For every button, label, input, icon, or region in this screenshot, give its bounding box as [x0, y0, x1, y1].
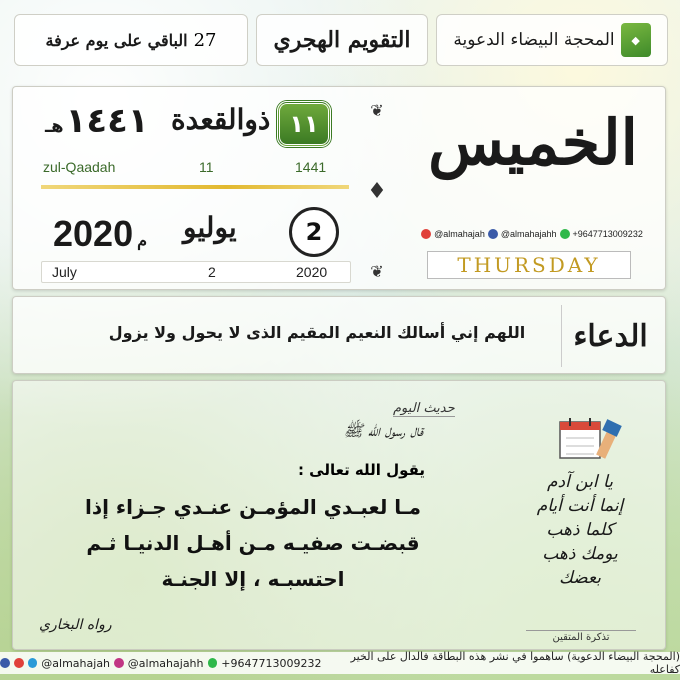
reminder-line: بعضك: [558, 568, 601, 588]
hijri-latin-day: 11: [199, 159, 214, 175]
social-whatsapp: +9647713009232: [572, 229, 643, 239]
reminder-line: إنما أنت أيام: [536, 496, 624, 516]
footer-whatsapp-icon: [208, 658, 218, 668]
reminder-line: كلما ذهب: [546, 520, 614, 540]
gregorian-day-circle: [289, 207, 339, 257]
gregorian-latin-row: [41, 261, 351, 283]
hadith-label: حديث اليوم: [393, 401, 455, 416]
footer: [0, 652, 680, 674]
remaining-count: 27: [193, 29, 217, 51]
dua-label-box: [561, 305, 659, 367]
hijri-year: ١٤٤١: [65, 101, 149, 141]
footer-instagram: @almahajahh: [127, 656, 204, 670]
social-instagram: @almahajah: [434, 229, 485, 239]
footer-whatsapp: +9647713009232: [221, 656, 322, 670]
ornament-top-icon: ❦: [370, 101, 384, 120]
gregorian-latin-month: July: [52, 264, 77, 280]
date-panel: [12, 86, 666, 290]
whatsapp-icon: [560, 229, 570, 239]
gregorian-month: يوليو: [183, 211, 237, 244]
social-facebook: @almahajahh: [500, 229, 557, 239]
remaining-days-box: [14, 14, 248, 66]
hijri-latin-row: [43, 159, 343, 179]
hijri-suffix: هـ: [45, 116, 64, 137]
calendar-icon: [540, 414, 628, 466]
footer-youtube-icon: [14, 658, 24, 668]
gregorian-latin-day: 2: [208, 264, 216, 280]
weekday-english: THURSDAY: [457, 253, 601, 277]
gold-divider: [41, 185, 349, 189]
brand-logo-icon: ◆: [621, 23, 651, 57]
hadith-quote-intro: يقول الله تعالى :: [297, 461, 425, 479]
hijri-day-badge: [277, 101, 331, 147]
dua-text: اللهم إني أسالك النعيم المقيم الذى لا يحول ولا يزول: [108, 323, 526, 342]
instagram-icon: [421, 229, 431, 239]
page-title: التقويم الهجري: [273, 27, 411, 53]
hadith-intro: قال رسول الله ﷺ: [343, 421, 423, 440]
weekday-english-box: [427, 251, 631, 279]
footer-facebook: @almahajah: [41, 656, 111, 670]
footer-facebook-icon: [0, 658, 10, 668]
hadith-narrator: رواه البخاري: [39, 617, 112, 633]
ornament-middle-icon: ♦: [367, 178, 387, 204]
gregorian-latin-year: 2020: [296, 264, 328, 280]
reminder-text: [522, 470, 638, 590]
brand-name: المحجة البيضاء الدعوية: [453, 30, 615, 50]
facebook-icon: [488, 229, 498, 239]
gregorian-suffix: م: [137, 233, 147, 250]
footer-telegram-icon: [28, 658, 38, 668]
gregorian-year-block: [53, 213, 147, 255]
reminder-line: يا ابن آدم: [547, 472, 613, 492]
calendar-illustration: [540, 414, 628, 466]
hijri-latin-year: 1441: [295, 159, 327, 175]
social-row: [401, 229, 663, 239]
hadith-line: احتسبـه ، إلا الجنـة: [161, 567, 345, 591]
reminder-line: يومك ذهب: [542, 544, 618, 564]
weekday-arabic: الخميس: [428, 106, 638, 179]
title-box: [256, 14, 428, 66]
footer-text: (المحجة البيضاء الدعوية) ساهموا في نشر هذه البطاقة فالدال على الخير كفاعله: [350, 650, 680, 676]
brand-box: [436, 14, 668, 66]
reminder-caption: تذكرة المتقين: [526, 630, 636, 643]
ornament-bottom-icon: ❦: [370, 262, 384, 281]
hijri-month: ذوالقعدة: [171, 103, 271, 136]
ornament-separator: [365, 101, 389, 281]
hijri-day: ١١: [289, 110, 319, 138]
footer-instagram-icon: [114, 658, 124, 668]
gregorian-year: 2020: [53, 213, 134, 254]
hadith-line: قبضـت صفيـه مـن أهـل الدنيـا ثـم: [86, 531, 420, 555]
reminder-sidebar: [522, 390, 662, 646]
hijri-latin-month: zul-Qaadah: [43, 159, 116, 175]
dua-panel: [12, 296, 666, 374]
hadith-body: [67, 489, 439, 597]
gregorian-day: 2: [305, 218, 323, 246]
dua-label: الدعاء: [573, 318, 648, 354]
hijri-year-block: [45, 101, 149, 141]
remaining-label: الباقي على يوم عرفة: [45, 30, 188, 50]
hadith-line: مـا لعبـدي المؤمـن عنـدي جـزاء إذا: [84, 495, 422, 519]
